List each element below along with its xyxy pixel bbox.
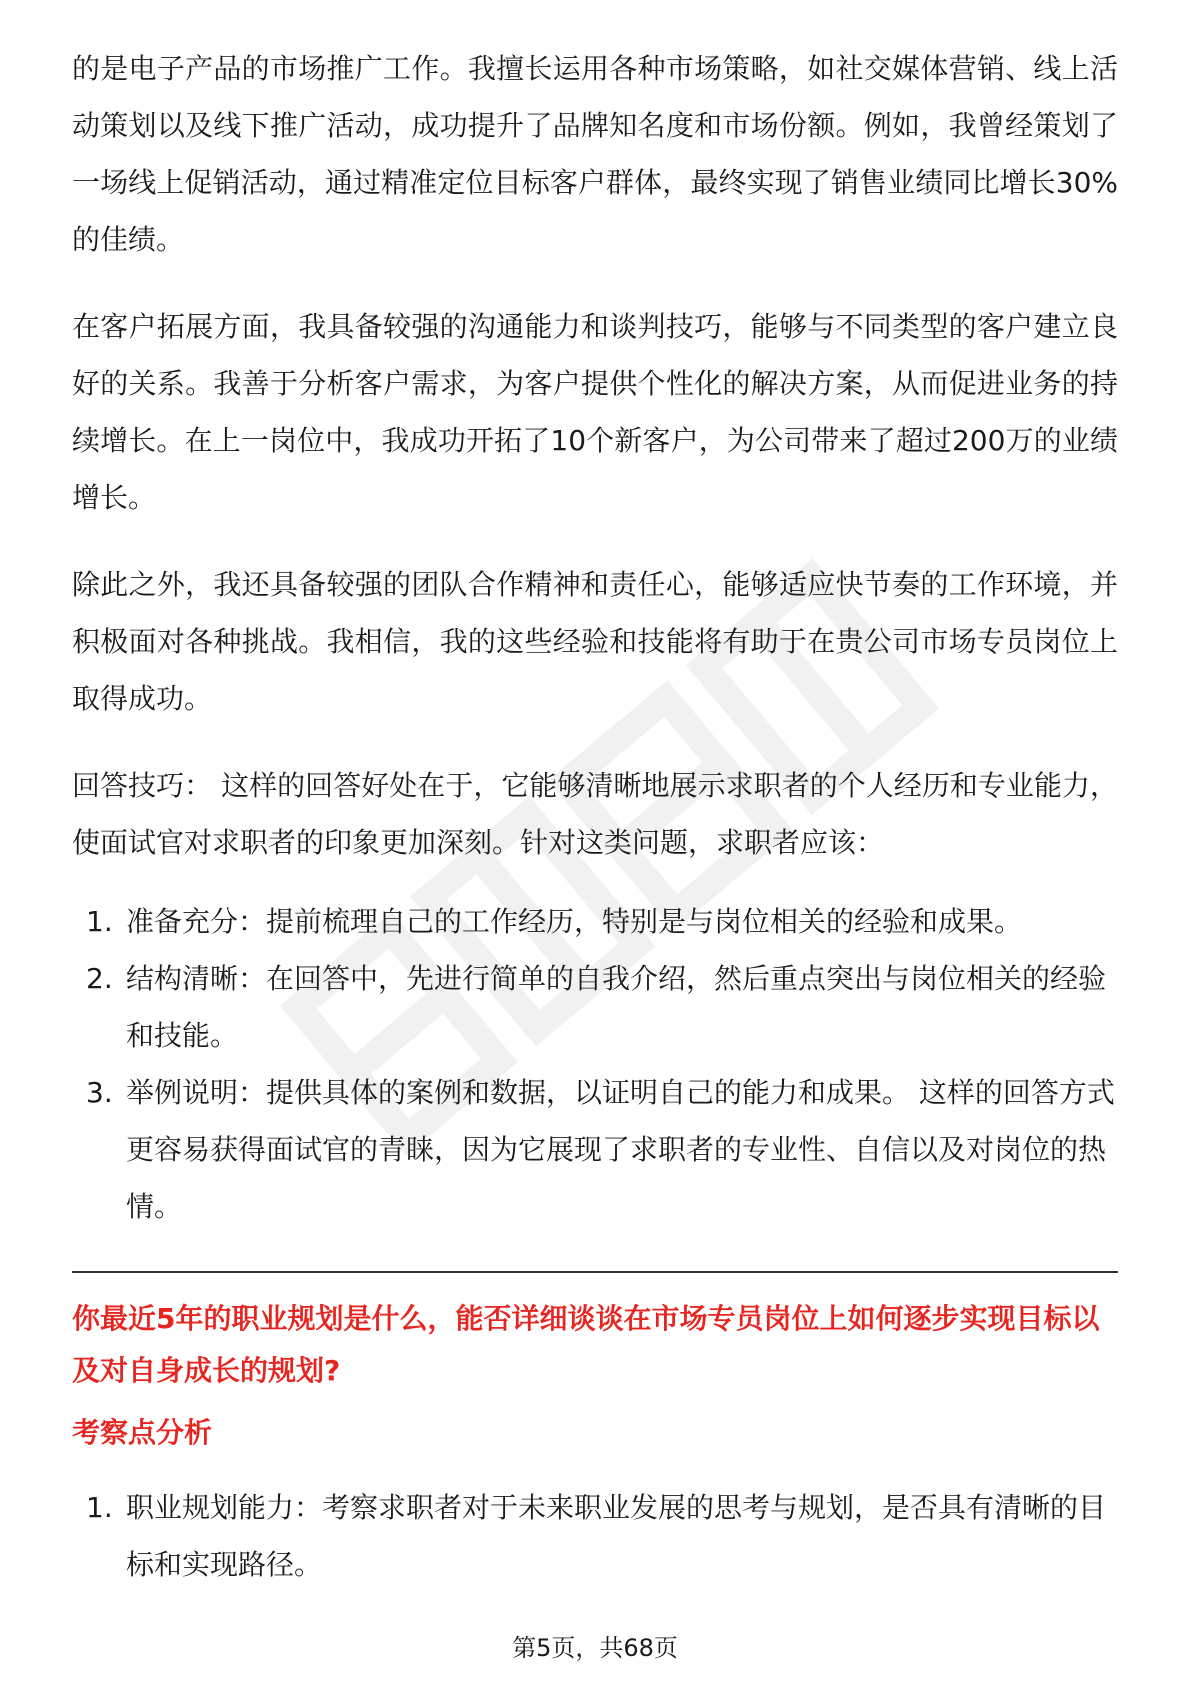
list-item-text: 举例说明：提供具体的案例和数据，以证明自己的能力和成果。 这样的回答方式更容易获得面试官的青睐，因为它展现了求职者的专业性、自信以及对岗位的热情。 bbox=[126, 1076, 1115, 1223]
tips-list bbox=[72, 893, 1118, 1235]
paragraph-client-expansion: 在客户拓展方面，我具备较强的沟通能力和谈判技巧，能够与不同类型的客户建立良好的关系。我善于分析客户需求，为客户提供个性化的解决方案，从而促进业务的持续增长。在上一岗位中，我成功开拓了10个新客户，为公司带来了超过200万的业绩增长。 bbox=[72, 310, 1118, 514]
list-number: 3. bbox=[86, 1076, 113, 1109]
section-divider bbox=[72, 1271, 1118, 1273]
analysis-heading: 考察点分析 bbox=[72, 1416, 213, 1449]
page-content bbox=[72, 40, 1118, 1617]
question-heading: 你最近5年的职业规划是什么，能否详细谈谈在市场专员岗位上如何逐步实现目标以及对自身成长的规划? bbox=[72, 1302, 1100, 1387]
list-item bbox=[72, 893, 1118, 950]
list-number: 2. bbox=[86, 962, 113, 995]
page-footer: 第5页，共68页 bbox=[512, 1634, 678, 1662]
list-item-text: 结构清晰：在回答中，先进行简单的自我介绍，然后重点突出与岗位相关的经验和技能。 bbox=[126, 962, 1107, 1052]
list-item bbox=[72, 1064, 1118, 1235]
list-number: 1. bbox=[86, 1491, 113, 1524]
analysis-list bbox=[72, 1479, 1118, 1593]
paragraph-marketing-experience: 的是电子产品的市场推广工作。我擅长运用各种市场策略，如社交媒体营销、线上活动策划以及线下推广活动，成功提升了品牌知名度和市场份额。例如，我曾经策划了一场线上促销活动，通过精准定位目标客户群体，最终实现了销售业绩同比增长30%的佳绩。 bbox=[72, 52, 1118, 256]
paragraph-answer-tips: 回答技巧： 这样的回答好处在于，它能够清晰地展示求职者的个人经历和专业能力，使面试官对求职者的印象更加深刻。针对这类问题，求职者应该： bbox=[72, 769, 1118, 859]
paragraph-teamwork: 除此之外，我还具备较强的团队合作精神和责任心，能够适应快节奏的工作环境，并积极面对各种挑战。我相信，我的这些经验和技能将有助于在贵公司市场专员岗位上取得成功。 bbox=[72, 568, 1118, 715]
list-number: 1. bbox=[86, 905, 113, 938]
list-item bbox=[72, 1479, 1118, 1593]
list-item-text: 准备充分：提前梳理自己的工作经历，特别是与岗位相关的经验和成果。 bbox=[126, 905, 1023, 938]
list-item-text: 职业规划能力：考察求职者对于未来职业发展的思考与规划，是否具有清晰的目标和实现路径。 bbox=[126, 1491, 1107, 1581]
list-item bbox=[72, 950, 1118, 1064]
